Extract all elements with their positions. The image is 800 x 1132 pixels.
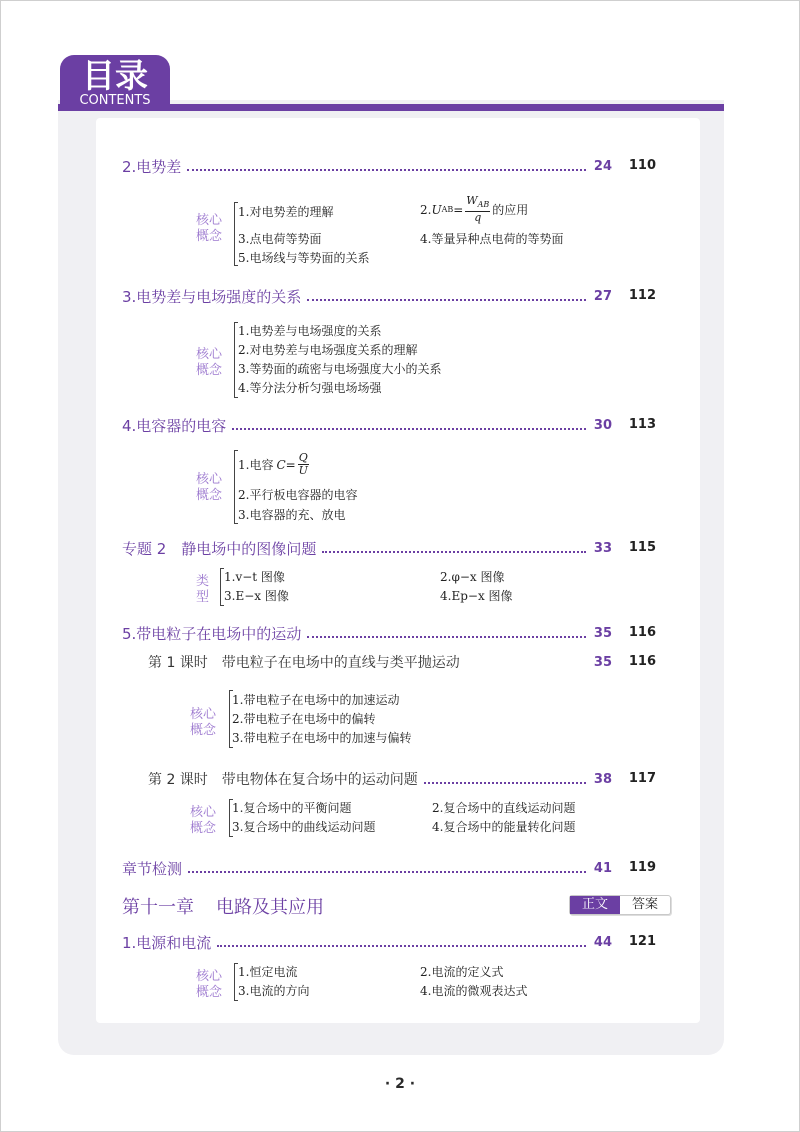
toc-lesson[interactable]	[148, 652, 612, 672]
concept-item: 3.复合场中的曲线运动问题	[232, 820, 376, 834]
dot-leader	[217, 945, 586, 947]
page-number: 38	[593, 771, 612, 787]
answer-page-number: 121	[628, 934, 656, 949]
bracket	[220, 568, 221, 606]
page-title: 目录	[82, 56, 148, 95]
answer-page-number: 113	[628, 417, 656, 432]
page-number: 24	[593, 158, 612, 174]
toc-entry[interactable]	[122, 858, 612, 878]
toc-entry[interactable]	[122, 932, 612, 952]
concept-item: 5.电场线与等势面的关系	[238, 251, 370, 265]
chapter-number: 第十一章	[122, 897, 194, 918]
dot-leader	[187, 169, 586, 171]
section-title: 4.电容器的电容	[122, 416, 227, 435]
toc-lesson[interactable]	[148, 769, 612, 789]
concept-item: 1.带电粒子在电场中的加速运动	[232, 693, 400, 707]
page-subtitle: CONTENTS	[79, 93, 151, 108]
section-title: 专题 2 静电场中的图像问题	[122, 539, 317, 558]
category-tag: 核心 概念	[190, 707, 217, 738]
dot-leader	[307, 636, 586, 638]
concept-item: 2.复合场中的直线运动问题	[432, 801, 576, 815]
page-number: 44	[593, 934, 612, 950]
concept-item: 4.等量异种点电荷的等势面	[420, 232, 564, 246]
concept-item: 1.恒定电流	[238, 965, 298, 979]
answer-page-number: 116	[628, 625, 656, 640]
answer-page-number: 119	[628, 860, 656, 875]
category-tag: 核心 概念	[196, 213, 223, 244]
answer-page-number: 112	[628, 288, 656, 303]
concept-item-formula: 2. U AB = $\frac{W_{AB}}{q}$ 的应用	[420, 194, 529, 225]
answer-page-number: 116	[628, 654, 656, 669]
dot-leader	[232, 428, 586, 430]
concept-item: 3.E−x 图像	[224, 589, 289, 603]
toc-entry[interactable]	[122, 286, 612, 306]
toggle-main-text[interactable]: 正文	[570, 896, 620, 914]
bracket	[234, 450, 235, 524]
page-number: 41	[593, 860, 612, 876]
concept-item: 1.v−t 图像	[224, 570, 285, 584]
answer-page-number: 110	[628, 158, 656, 173]
category-tag: 核心 概念	[196, 472, 223, 503]
concept-item: 2.对电势差与电场强度关系的理解	[238, 343, 418, 357]
concept-item: 2.平行板电容器的电容	[238, 488, 358, 502]
fraction: $\frac{W_{AB}}{q}$	[466, 194, 490, 225]
page-number: 35	[593, 654, 612, 670]
category-tag: 类 型	[196, 574, 210, 605]
dot-leader	[424, 782, 586, 784]
concept-item: 1.电势差与电场强度的关系	[238, 324, 382, 338]
bracket	[234, 963, 235, 1001]
page-number: 33	[593, 540, 612, 556]
bracket	[234, 322, 235, 398]
toc-entry[interactable]	[122, 156, 612, 176]
bracket	[229, 690, 230, 748]
concept-item: 4.复合场中的能量转化问题	[432, 820, 576, 834]
page-number: 27	[593, 288, 612, 304]
page-number: 35	[593, 625, 612, 641]
concept-item: 4.电流的微观表达式	[420, 984, 528, 998]
toc-entry[interactable]	[122, 538, 612, 558]
concept-item: 4.Ep−x 图像	[440, 589, 513, 603]
toc-entry[interactable]	[122, 415, 612, 435]
section-title: 章节检测	[122, 859, 183, 878]
section-title: 2.电势差	[122, 157, 182, 176]
fraction: $\frac{Q}{U}$	[298, 451, 308, 477]
page-number: 30	[593, 417, 612, 433]
lesson-title: 第 1 课时 带电粒子在电场中的直线与类平抛运动	[148, 655, 460, 671]
answer-page-number: 115	[628, 540, 656, 555]
concept-item: 3.等势面的疏密与电场强度大小的关系	[238, 362, 442, 376]
chapter-heading	[122, 893, 324, 919]
concept-item: 1.对电势差的理解	[238, 205, 334, 219]
concept-item: 2.带电粒子在电场中的偏转	[232, 712, 376, 726]
content-inner	[96, 118, 700, 1023]
lesson-title: 第 2 课时 带电物体在复合场中的运动问题	[148, 772, 418, 788]
contents-tab	[60, 55, 170, 111]
dot-leader	[307, 299, 586, 301]
bracket	[229, 799, 230, 837]
category-tag: 核心 概念	[190, 805, 217, 836]
concept-item: 3.点电荷等势面	[238, 232, 322, 246]
concept-item: 3.电流的方向	[238, 984, 310, 998]
category-tag: 核心 概念	[196, 347, 223, 378]
content-answer-toggle[interactable]	[569, 895, 671, 915]
concept-item-formula: 1.电容 C = $\frac{Q}{U}$	[238, 451, 308, 477]
section-title: 5.带电粒子在电场中的运动	[122, 624, 302, 643]
concept-item: 3.电容器的充、放电	[238, 508, 346, 522]
concept-item: 4.等分法分析匀强电场场强	[238, 381, 382, 395]
toggle-answers[interactable]: 答案	[631, 897, 658, 912]
section-title: 3.电势差与电场强度的关系	[122, 287, 302, 306]
concept-item: 2.φ−x 图像	[440, 570, 505, 584]
dot-leader	[322, 551, 586, 553]
toc-entry[interactable]	[122, 623, 612, 643]
category-tag: 核心 概念	[196, 969, 223, 1000]
bracket	[234, 202, 235, 266]
concept-item: 1.复合场中的平衡问题	[232, 801, 352, 815]
concept-item: 3.带电粒子在电场中的加速与偏转	[232, 731, 412, 745]
section-title: 1.电源和电流	[122, 933, 212, 952]
answer-page-number: 117	[628, 771, 656, 786]
page-number-footer: · 2 ·	[384, 1076, 416, 1092]
dot-leader	[188, 871, 586, 873]
concept-item: 2.电流的定义式	[420, 965, 504, 979]
chapter-title: 电路及其应用	[216, 897, 324, 918]
